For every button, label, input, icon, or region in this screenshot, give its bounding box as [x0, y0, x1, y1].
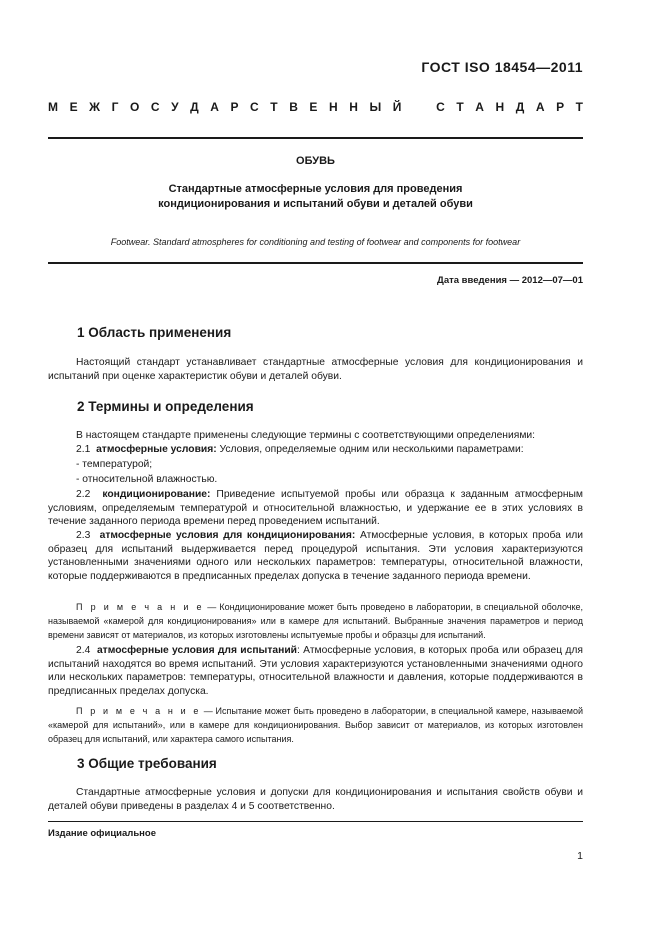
- banner-letter: М: [48, 100, 58, 114]
- banner-letter: А: [535, 100, 545, 114]
- banner-letter: Р: [230, 100, 239, 114]
- subtitle-line-2: кондиционирования и испытаний обуви и деталей обуви: [158, 198, 473, 210]
- term-2-4: [48, 644, 583, 698]
- banner-letter: У: [171, 100, 179, 114]
- note-1-text: — Кондиционирование может быть проведено в лаборатории, в специальной оболочке, называемой «камерой для кондиционирования» или в камере для испытаний. Выбранные значения параметров и период времени зависят от материалов, из которых изготовлены испытуемые пробы и образцы для испытаний.: [48, 602, 583, 640]
- banner-letter: Т: [575, 100, 583, 114]
- note-2-text: — Испытание может быть проведено в лаборатории, в специальной камере, называемой «камерой для испытаний», или в камере для кондиционирования. Выбор зависит от материалов, из которых изготовлен образец для испытаний, или характера самого испытания.: [48, 706, 583, 744]
- term-2-2: [48, 488, 583, 529]
- banner-letter: Е: [309, 100, 318, 114]
- banner-letter: Р: [556, 100, 565, 114]
- footer-rule: [48, 821, 583, 822]
- term-2-4-number: 2.4: [76, 645, 91, 656]
- header-rule: [48, 137, 583, 139]
- banner-letter: А: [210, 100, 219, 114]
- section-2-intro: В настоящем стандарте применены следующие термины с соответствующими определениями:: [76, 430, 536, 441]
- banner-letter: О: [129, 100, 140, 114]
- banner-letter: Н: [495, 100, 505, 114]
- term-2-3: [48, 529, 583, 583]
- section-2-heading: 2 Термины и определения: [77, 399, 254, 414]
- gost-designation: ГОСТ ISO 18454—2011: [421, 59, 583, 75]
- introduction-date: Дата введения — 2012—07—01: [437, 275, 583, 286]
- section-1-heading: 1 Область применения: [77, 325, 232, 340]
- banner-letter: А: [475, 100, 484, 114]
- note-1-label: П р и м е ч а н и е: [76, 602, 205, 612]
- banner-letter: Т: [456, 100, 464, 114]
- term-2-3-term: атмосферные условия для кондиционирования:: [99, 530, 356, 541]
- banner-letter: Ы: [369, 100, 382, 114]
- section-3-heading: 3 Общие требования: [77, 756, 217, 771]
- note-2-label: П р и м е ч а н и е: [76, 706, 201, 716]
- term-2-1-number: 2.1: [76, 444, 91, 455]
- banner-letter: Д: [190, 100, 199, 114]
- title-rule: [48, 262, 583, 264]
- term-2-3-definition: Атмосферные условия, в которых проба или образец для испытаний выдерживается перед процедурой испытания. Эти условия характеризуются установленными значениями одного или нескольких параметров: температуры, относительной влажности, которые поддерживаются в предписанных пределах допуска в течение заданного периода времени.: [48, 530, 583, 582]
- banner-letter: С: [250, 100, 259, 114]
- term-2-1-item-2: - относительной влажностью.: [76, 474, 218, 485]
- english-title: Footwear. Standard atmospheres for conditioning and testing of footwear and components for footwear: [110, 237, 521, 247]
- banner-letter: С: [436, 100, 445, 114]
- term-2-4-term: атмосферные условия для испытаний: [96, 645, 298, 656]
- section-3-text: Стандартные атмосферные условия и допуски для кондиционирования и испытания свойств обуви и деталей обуви приведены в разделах 4 и 5 соответственно.: [48, 787, 583, 812]
- banner-letter: Д: [515, 100, 525, 114]
- term-2-1-definition: Условия, определяемые одним или несколькими параметрами:: [216, 444, 524, 455]
- document-subtitle: [48, 182, 583, 212]
- term-2-2-definition: Приведение испытуемой пробы или образца к заданным атмосферным условиям, определяемым температурой и относительной влажностью, и удержание ее в этих условиях в течение заданного периода времени перед проведением испытаний.: [48, 489, 583, 528]
- term-2-1: [76, 444, 524, 455]
- banner-letter: В: [289, 100, 298, 114]
- term-2-1-term: атмосферные условия:: [96, 444, 217, 455]
- interstate-standard-banner: [48, 100, 583, 116]
- term-2-4-definition: : Атмосферные условия, в которых проба или образец для испытаний находятся во время испытаний. Эти условия характеризуются установленными значениями одного или нескольких параметров: температуры, относительной влажности и давления, которые поддерживаются в предписанных пределах допуска.: [48, 645, 583, 697]
- banner-letter: Т: [270, 100, 278, 114]
- page-number: 1: [577, 850, 583, 862]
- banner-letter: Е: [69, 100, 78, 114]
- term-2-2-term: кондиционирование:: [102, 489, 211, 500]
- subtitle-line-1: Стандартные атмосферные условия для проведения: [168, 183, 463, 195]
- term-2-3-number: 2.3: [76, 530, 91, 541]
- banner-letter: Г: [111, 100, 119, 114]
- banner-letter: Н: [349, 100, 358, 114]
- section-1-text: Настоящий стандарт устанавливает стандартные атмосферные условия для кондиционирования и испытаний при оценке характеристик обуви и деталей обуви.: [48, 357, 583, 382]
- document-title: ОБУВЬ: [296, 155, 335, 167]
- banner-letter: Н: [329, 100, 338, 114]
- banner-letter: Й: [392, 100, 402, 114]
- note-1: [48, 600, 583, 642]
- term-2-2-number: 2.2: [76, 489, 91, 500]
- banner-letter: Ж: [89, 100, 100, 114]
- banner-letter: С: [150, 100, 160, 114]
- official-edition-label: Издание официальное: [48, 828, 156, 839]
- term-2-1-item-1: - температурой;: [76, 459, 153, 470]
- note-2: [48, 704, 583, 746]
